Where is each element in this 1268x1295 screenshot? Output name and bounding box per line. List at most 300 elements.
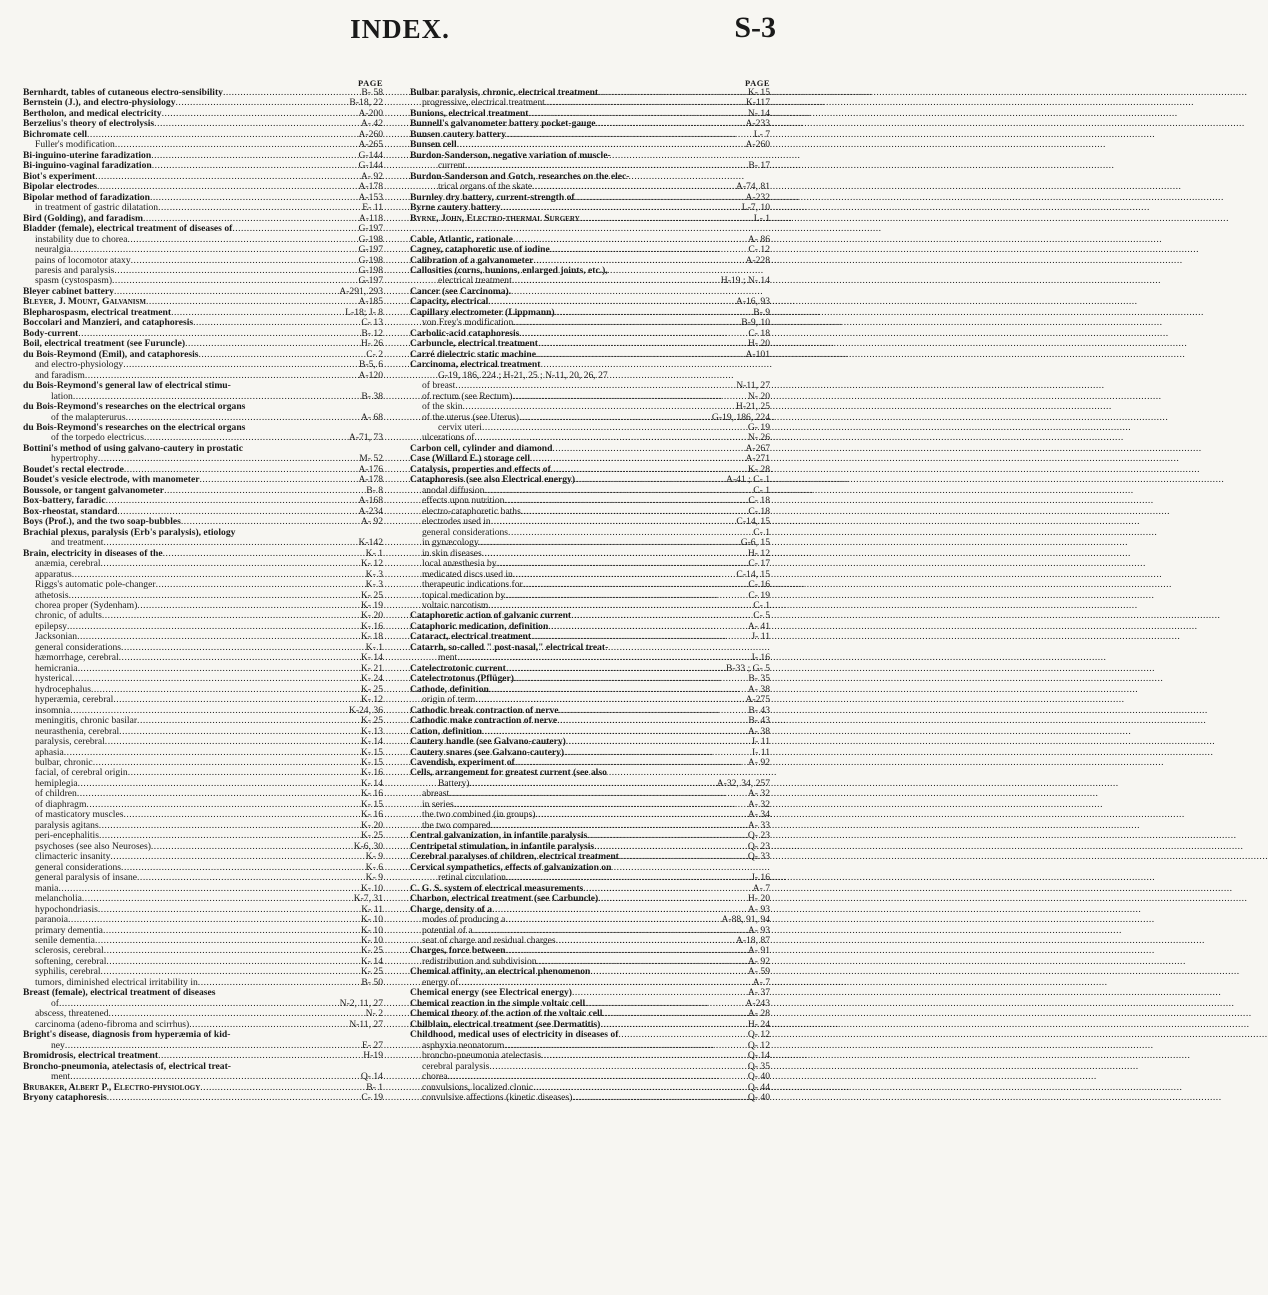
entry-term: primary dementia	[35, 924, 103, 936]
entry-term: hyperæmia, cerebral	[35, 694, 114, 706]
entry-page-ref: K- 10	[360, 914, 383, 926]
entry-term: Calibration of a galvanometer	[410, 254, 534, 266]
dot-leader	[71, 245, 358, 255]
entry-term: paralysis agitans	[35, 819, 99, 831]
dot-leader	[505, 915, 720, 925]
dot-leader	[550, 245, 748, 255]
entry-page-ref: A-118	[358, 212, 383, 224]
entry-term: Byrne, John, Electro-thermal Surgery	[410, 212, 580, 224]
entry-term: Riggs's automatic pole-changer	[35, 579, 156, 591]
entry-term: Bi-inguino-vaginal faradization	[23, 160, 152, 172]
entry-page-ref: A-200	[358, 107, 383, 119]
entry-term: Cataract, electrical treatment	[410, 631, 532, 643]
entry-term: Cation, definition	[410, 725, 482, 737]
entry-term: du Bois-Reymond's researches on the electrical organs	[23, 401, 246, 413]
entry-term: Bulbar paralysis, chronic, electrical treatment	[410, 87, 599, 98]
entry-term: in gynæcology	[422, 537, 479, 549]
entry-page-ref: C- 12	[748, 244, 770, 256]
entry-page-ref: K- 19	[360, 599, 383, 611]
index-entry	[410, 1072, 770, 1082]
entry-page-ref: A-16, 93	[735, 296, 770, 308]
entry-term: hemiplegia	[35, 777, 78, 789]
entry-page-ref: A-88, 91, 94	[721, 914, 770, 926]
entry-page-ref: A- 93	[747, 924, 770, 936]
entry-page-ref: A- 86	[747, 233, 770, 245]
entry-term: in skin diseases	[422, 547, 482, 559]
entry-term: Bi-inguino-uterine faradization	[23, 149, 152, 161]
entry-page-ref: K- 16	[360, 767, 383, 779]
index-column-right	[410, 78, 770, 1103]
entry-term: Carré dielectric static machine	[410, 348, 536, 360]
entry-page-ref: N-2, 11, 27	[339, 997, 383, 1009]
entry-term: Bichromate cell	[23, 128, 88, 140]
entry-page-ref: G-198	[358, 254, 383, 266]
entry-page-ref: K- 20	[360, 610, 383, 622]
entry-page-ref: C-14, 15	[736, 516, 770, 528]
entry-term: Bleyer cabinet battery	[23, 285, 114, 297]
entry-page-ref: K-7, 31	[353, 893, 383, 905]
entry-term: Box-battery, faradic	[23, 495, 106, 507]
entry-page-ref: K- 14	[360, 652, 383, 664]
entry-term: Burdon-Sanderson, negative variation of muscle-	[410, 149, 611, 161]
entry-term: du Bois-Reymond's researches on the electrical organs	[23, 422, 246, 433]
entry-page-ref: K- 10	[360, 882, 383, 894]
entry-page-ref: A-260	[358, 128, 383, 140]
entry-term: Breast (female), electrical treatment of diseases	[23, 987, 216, 999]
entry-term: hæmorrhage, cerebral	[35, 652, 119, 664]
entry-term: electro-cataphoretic baths	[422, 505, 521, 517]
entry-term: Bunions, electrical treatment	[410, 107, 529, 119]
entry-page-ref: Q- 12	[747, 1039, 770, 1051]
entry-term: hysterical	[35, 673, 73, 685]
index-entry	[410, 402, 770, 412]
entry-term: Bleyer, J. Mount, Galvanism	[23, 296, 147, 308]
entry-term: Cancer (see Carcinoma).	[410, 285, 512, 297]
entry-term: Burdon-Sanderson and Gotch, researches on the elec-	[410, 170, 630, 182]
entry-term: the two compared	[422, 819, 491, 831]
entry-term: Body-current	[23, 327, 79, 339]
entry-term: Bryony cataphoresis	[23, 1092, 107, 1103]
entry-page-ref: C- 1	[753, 484, 770, 496]
entry-term: the two combined (in groups)	[422, 809, 536, 821]
entry-page-ref: B- 12	[361, 327, 383, 339]
entry-term: retinal circulation	[438, 872, 506, 884]
entry-page-ref: J- 11	[751, 631, 770, 643]
entry-term: of the uterus (see Uterus)	[422, 411, 519, 423]
entry-term: Cautery handle (see Galvano-cautery)	[410, 736, 566, 748]
entry-term: anodal diffusion	[422, 484, 485, 496]
entry-term: Capacity, electrical	[410, 296, 489, 308]
entry-page-ref: K- 28	[747, 463, 770, 475]
entry-term: Bunnell's galvanometer battery pocket-gauge	[410, 118, 596, 130]
entry-term: Bunsen cautery battery	[410, 128, 506, 140]
entry-page-ref: K- 1	[365, 547, 383, 559]
entry-page-ref: A-291, 293	[339, 285, 383, 297]
entry-page-ref: K- 25	[360, 830, 383, 842]
entry-page-ref: K- 14	[360, 736, 383, 748]
dot-leader	[232, 224, 357, 234]
entry-page-ref: K- 1	[365, 641, 383, 653]
entry-page-ref: A-32, 34, 257	[716, 777, 770, 789]
entry-term: paranoia	[35, 914, 69, 926]
entry-page-ref: H- 20	[747, 893, 770, 905]
entry-page-ref: K- 13	[360, 725, 383, 737]
entry-page-ref: A- 7	[752, 882, 770, 894]
entry-term: cervix uteri	[438, 422, 482, 433]
entry-term: of children	[35, 788, 77, 800]
entry-page-ref: H- 20	[747, 338, 770, 350]
entry-page-ref: K- 25	[360, 945, 383, 957]
entry-term: Charge, density of a	[410, 903, 493, 915]
entry-page-ref: B- 58	[361, 87, 383, 98]
entry-page-ref: N-11, 27	[349, 1018, 383, 1030]
entry-page-ref: A- 37	[747, 987, 770, 999]
entry-page-ref: A-265	[358, 139, 383, 151]
entry-term: trical organs of the skate	[438, 181, 533, 193]
entry-term: Blepharospasm, electrical treatment	[23, 306, 172, 318]
entry-page-ref: A- 91	[747, 945, 770, 957]
entry-term: of the torpedo electricus	[51, 432, 144, 444]
entry-page-ref: A- 92	[360, 170, 383, 182]
entry-page-ref: B- 38	[361, 390, 383, 402]
entry-page-ref: K- 10	[360, 924, 383, 936]
entry-term: Boudet's vesicle electrode, with manometer	[23, 474, 200, 486]
entry-term: redistribution and subdivision	[422, 955, 537, 967]
dot-leader	[523, 580, 748, 590]
entry-page-ref: Q- 23	[747, 840, 770, 852]
entry-term: Boussole, or tangent galvanometer	[23, 484, 165, 496]
entry-page-ref: B-9, 10	[741, 317, 770, 329]
entry-term: Chemical energy (see Electrical energy)	[410, 987, 572, 999]
entry-term: athetosis	[35, 589, 69, 601]
entry-term: asphyxia neonatorum	[422, 1039, 505, 1051]
entry-page-ref: B- 35	[748, 673, 770, 685]
entry-term: of	[51, 997, 59, 1009]
entry-page-ref: K- 3	[365, 568, 383, 580]
entry-page-ref: B-18, 22	[349, 97, 383, 109]
index-entry	[410, 894, 770, 904]
entry-page-ref: Q- 14	[747, 1050, 770, 1062]
entry-term: Cavendish, experiment of	[410, 757, 515, 768]
entry-term: hypochondriasis	[35, 903, 98, 915]
entry-page-ref: A- 92	[747, 757, 770, 768]
entry-term: and treatment	[51, 537, 104, 549]
entry-page-ref: Q- 12	[747, 1029, 770, 1041]
entry-term: Case (Willard E.) storage cell	[410, 453, 530, 465]
entry-term: Charges, force between	[410, 945, 506, 957]
entry-page-ref: K- 10	[360, 934, 383, 946]
entry-page-ref: K- 25	[360, 715, 383, 727]
entry-term: Centripetal stimulation, in infantile paralysis	[410, 840, 595, 852]
index-entry	[410, 737, 770, 747]
entry-page-ref: G-6, 15	[740, 537, 770, 549]
entry-term: Jacksonian	[35, 631, 78, 643]
entry-page-ref: C- 1	[753, 599, 770, 611]
index-entry	[410, 245, 770, 255]
entry-term: voltaic narcotism	[422, 599, 489, 611]
page-column-label: PAGE	[745, 78, 770, 88]
entry-term: paresis and paralysis	[35, 264, 115, 276]
index-entry	[23, 402, 383, 412]
entry-page-ref: K-6, 30	[353, 840, 383, 852]
entry-term: of the skin	[422, 401, 463, 413]
entry-page-ref: A-260	[745, 139, 770, 151]
entry-term: ney	[51, 1039, 65, 1051]
entry-term: insomnia	[35, 704, 71, 716]
entry-page-ref: A-178	[358, 181, 383, 193]
dot-leader	[536, 350, 744, 360]
entry-term: Boccolari and Manzieri, and cataphoresis	[23, 317, 194, 329]
entry-term: Box-rheostat, standard	[23, 505, 118, 517]
entry-page-ref: E- 27	[361, 1039, 383, 1051]
entry-page-ref: L-7, 10	[741, 202, 770, 214]
entry-term: Brachial plexus, paralysis (Erb's paralysis), etiology	[23, 526, 236, 538]
entry-page-ref: A-275	[745, 694, 770, 706]
entry-term: Cagney, cataphoretic use of iodine	[410, 244, 550, 256]
entry-page-ref: G-197	[358, 223, 383, 235]
entry-page-ref: C-14, 15	[736, 568, 770, 580]
entry-page-ref: A-176	[358, 463, 383, 475]
entry-page-ref: K- 16	[360, 788, 383, 800]
entry-page-ref: C- 1	[753, 526, 770, 538]
dot-leader	[497, 559, 748, 569]
entry-term: Cathodic make contraction of nerve	[410, 715, 558, 727]
entry-page-ref: A-41 ; C- 1	[726, 474, 770, 486]
entry-term: Burnley dry battery, current-strength of	[410, 191, 575, 203]
entry-page-ref: G-198	[358, 233, 383, 245]
entry-term: Cautery snares (see Galvano-cautery)	[410, 746, 565, 758]
entry-page-ref: A-74, 81	[735, 181, 770, 193]
entry-term: Chemical affinity, an electrical phenomenon	[410, 966, 591, 978]
entry-term: chorea proper (Sydenham)	[35, 599, 138, 611]
entry-term: broncho-pneumonia atelectasis	[422, 1050, 542, 1062]
dot-leader	[463, 402, 735, 412]
entry-term: Bright's disease, diagnosis from hyperæmia of kid-	[23, 1029, 231, 1041]
entry-term: Cerebral paralyses of children, electrical treatment	[410, 851, 619, 863]
entry-term: current	[438, 160, 466, 172]
entry-page-ref: I- 16	[751, 652, 770, 664]
entry-term: neuralgia	[35, 244, 71, 256]
entry-page-ref: A-120	[358, 369, 383, 381]
entry-term: electrical treatment	[438, 275, 512, 287]
entry-term: Carbon cell, cylinder and diamond	[410, 442, 553, 454]
entry-term: paralysis, cerebral	[35, 736, 105, 748]
entry-term: in treatment of gastric dilatation	[35, 202, 159, 214]
entry-page-ref: H-19	[363, 1050, 383, 1062]
entry-term: Carbuncle, electrical treatment	[410, 338, 538, 350]
page-column-label: PAGE	[358, 78, 383, 88]
entry-page-ref: A-243	[745, 997, 770, 1009]
entry-term: Central galvanization, in infantile paralysis	[410, 830, 588, 842]
entry-term: ulcerations of	[422, 432, 475, 444]
entry-term: lation	[51, 390, 73, 402]
entry-term: meningitis, chronic basilar	[35, 715, 138, 727]
entry-page-ref: A-178	[358, 474, 383, 486]
entry-page-ref: A-267	[745, 442, 770, 454]
entry-term: of masticatory muscles	[35, 809, 124, 821]
entry-page-ref: N- 26	[747, 432, 770, 444]
entry-term: Catarrh, so-called " post-nasal," electrical treat-	[410, 641, 609, 653]
entry-page-ref: Q- 33	[747, 851, 770, 863]
entry-term: Battery)	[438, 777, 470, 789]
entry-page-ref: A- 68	[360, 411, 383, 423]
entry-page-ref: A- 28	[747, 1008, 770, 1020]
entry-term: progressive, electrical treatment	[422, 97, 545, 109]
entry-term: instability due to chorea	[35, 233, 128, 245]
entry-term: abreast	[422, 788, 450, 800]
index-entry	[410, 214, 770, 224]
entry-term: Bipolar method of faradization	[23, 191, 150, 203]
entry-term: Boudet's rectal electrode	[23, 463, 124, 475]
index-entry	[23, 1093, 383, 1103]
entry-page-ref: A-228	[745, 254, 770, 266]
entry-page-ref: A-153	[358, 191, 383, 203]
entry-term: chronic, of adults	[35, 610, 102, 622]
entry-page-ref: J- 16	[751, 872, 770, 884]
entry-term: Cataphoresis (see also Electrical energy)	[410, 474, 576, 486]
entry-term: convulsions, localized clonic	[422, 1081, 534, 1093]
entry-term: medicated discs used in	[422, 568, 513, 580]
entry-term: Boil, electrical treatment (see Furuncle)	[23, 338, 186, 350]
entry-term: energy of	[422, 976, 459, 988]
index-entry	[23, 1072, 383, 1082]
entry-page-ref: L- 1	[753, 212, 770, 224]
entry-page-ref: K- 3	[365, 579, 383, 591]
entry-term: du Bois-Reymond (Emil), and cataphoresis	[23, 348, 199, 360]
entry-page-ref: A- 93	[747, 903, 770, 915]
entry-page-ref: C- 18	[748, 495, 770, 507]
entry-term: Biot's experiment	[23, 170, 96, 182]
entry-page-ref: Q- 40	[747, 1071, 770, 1083]
entry-page-ref: A- 32	[747, 788, 770, 800]
entry-term: and faradism	[35, 369, 85, 381]
entry-page-ref: A-168	[358, 495, 383, 507]
entry-term: hemicrania	[35, 662, 78, 674]
entry-page-ref: A-271	[745, 453, 770, 465]
entry-term: pains of locomotor ataxy	[35, 254, 131, 266]
entry-term: Chilblain, electrical treatment (see Dermatitis)	[410, 1018, 601, 1030]
entry-term: Carcinoma, electrical treatment	[410, 359, 541, 371]
entry-term: ment	[51, 1071, 71, 1083]
entry-page-ref: C- 18	[748, 505, 770, 517]
entry-term: du Bois-Reymond's general law of electrical stimu-	[23, 380, 231, 392]
entry-page-ref: I- 11	[751, 746, 770, 758]
entry-term: of the malapterurus	[51, 411, 126, 423]
dot-leader	[512, 276, 720, 286]
entry-page-ref: K- 15	[360, 798, 383, 810]
dot-leader	[82, 894, 353, 904]
entry-page-ref: B- 43	[748, 715, 770, 727]
dot-leader	[107, 1093, 361, 1103]
entry-term: anæmia, cerebral	[35, 558, 101, 570]
entry-page-ref: A-185	[358, 296, 383, 308]
entry-page-ref: E- 11	[362, 202, 383, 214]
entry-term: electrodes used in	[422, 516, 491, 528]
entry-page-ref: K- 25	[360, 966, 383, 978]
entry-term: and electro-physiology	[35, 359, 124, 371]
entry-page-ref: H-21, 25	[735, 401, 770, 413]
entry-page-ref: C- 17	[748, 558, 770, 570]
entry-term: of diaphragm	[35, 798, 87, 810]
entry-page-ref: A- 41	[747, 620, 770, 632]
entry-page-ref: G-144	[358, 160, 383, 172]
entry-page-ref: N- 14	[747, 107, 770, 119]
entry-page-ref: G- 19	[747, 422, 770, 433]
entry-term: therapeutic indications for	[422, 579, 523, 591]
entry-term: mania	[35, 882, 59, 894]
entry-term: bulbar, chronic	[35, 757, 93, 768]
entry-term: Bernstein (J.), and electro-physiology	[23, 97, 176, 109]
entry-term: neurasthenia, cerebral	[35, 725, 120, 737]
entry-term: tumors, diminished electrical irritability in	[35, 976, 198, 988]
entry-term: Cervical sympathetics, effects of galvanization on	[410, 861, 612, 873]
entry-term: potential of a	[422, 924, 473, 936]
entry-page-ref: K- 15	[360, 757, 383, 768]
index-entry	[23, 580, 383, 590]
entry-page-ref: A-232	[745, 191, 770, 203]
entry-page-ref: B- 9	[753, 306, 770, 318]
dot-leader	[580, 214, 753, 224]
entry-term: Cells, arrangement for greatest current (see also	[410, 767, 607, 779]
entry-page-ref: A- 38	[747, 683, 770, 695]
entry-term: modes of producing a	[422, 914, 506, 926]
entry-page-ref: A- 33	[747, 819, 770, 831]
entry-term: Callosities (corns, bunions, enlarged joints, etc.),	[410, 264, 608, 276]
entry-term: local anæsthesia by	[422, 558, 497, 570]
dot-leader	[448, 1072, 747, 1082]
entry-term: Bromidrosis, electrical treatment	[23, 1050, 159, 1062]
entry-page-ref: A-71, 73	[348, 432, 383, 444]
entry-page-ref: G-198	[358, 264, 383, 276]
dot-leader	[70, 1072, 360, 1082]
entry-term: origin of term	[422, 694, 476, 706]
entry-page-ref: Q- 40	[747, 1092, 770, 1103]
entry-term: Byrne cautery battery	[410, 202, 501, 214]
dot-leader	[619, 852, 747, 862]
entry-term: Catelectrotonus (Pflüger)	[410, 673, 514, 685]
entry-page-ref: K- 15	[747, 87, 770, 98]
entry-page-ref: A- 34	[747, 809, 770, 821]
entry-term: general considerations	[35, 861, 122, 873]
entry-page-ref: I- 11	[751, 736, 770, 748]
entry-page-ref: A- 92	[747, 955, 770, 967]
entry-term: Charbon, electrical treatment (see Carbuncle)	[410, 893, 599, 905]
entry-term: C. G. S. system of electrical measurements	[410, 882, 584, 894]
entry-page-ref: K- 15	[360, 746, 383, 758]
index-column-left	[23, 78, 383, 1103]
entry-term: effects upon nutrition	[422, 495, 505, 507]
entry-term: psychoses (see also Neuroses)	[35, 840, 151, 852]
entry-term: in series	[422, 798, 454, 810]
entry-term: Brain, electricity in diseases of the	[23, 547, 163, 559]
entry-page-ref: L-18; J- 8	[345, 306, 383, 318]
entry-term: peri-encephalitis	[35, 830, 99, 842]
entry-page-ref: A- 32	[747, 798, 770, 810]
entry-page-ref: K-142	[358, 537, 383, 549]
index-entry	[410, 580, 770, 590]
entry-page-ref: H- 12	[747, 547, 770, 559]
entry-term: melancholia	[35, 893, 82, 905]
index-entry	[23, 737, 383, 747]
entry-page-ref: G-197	[358, 275, 383, 287]
entry-page-ref: K- 12	[360, 558, 383, 570]
entry-page-ref: C- 19	[361, 1092, 383, 1103]
entry-page-ref: K- 20	[360, 819, 383, 831]
entry-page-ref: H-19 ; N- 14	[720, 275, 770, 287]
entry-page-ref: C- 13	[361, 317, 383, 329]
entry-page-ref: A-233	[745, 118, 770, 130]
entry-page-ref: H- 26	[360, 338, 383, 350]
